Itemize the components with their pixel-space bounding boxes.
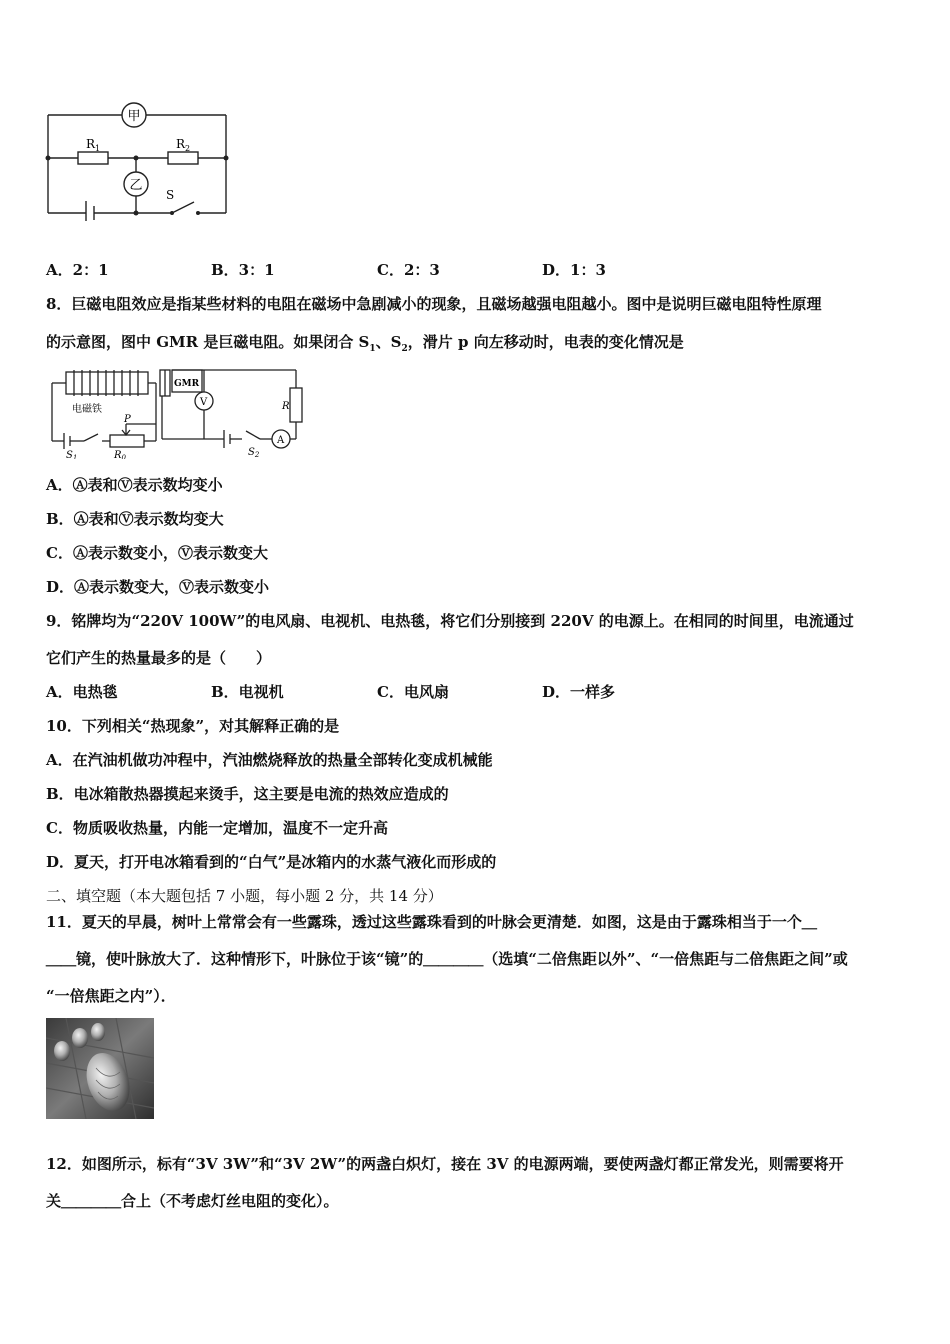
switch-s-label: S [166,188,175,202]
q9-option-c[interactable]: C．电风扇 [377,683,449,701]
q8-stem-line2: 的示意图，图中 GMR 是巨磁电阻。如果闭合 $S_1$、$S_2$，滑片 p 向左移动时，电表的变化情况是 [46,333,684,354]
q12-stem-line1: 12．如图所示，标有“3V 3W”和“3V 2W”的两盏白炽灯，接在 3V 的电源两端，要使两盏灯都正常发光，则需要将开 [46,1155,844,1173]
r0-label: $R_0$ [114,450,126,459]
voltmeter-symbol: V [200,397,208,408]
electromagnet-label: 电磁铁 [72,404,102,415]
q8-stem-line1: 8．巨磁电阻效应是指某些材料的电阻在磁场中急剧减小的现象，且磁场越强电阻越小。图中是说明巨磁电阻特性原理 [46,295,822,313]
r1-label: $R_1$ [86,137,101,153]
q8-option-a[interactable]: A．Ⓐ表和Ⓥ表示数均变小 [46,476,223,494]
q9-stem-line1: 9．铭牌均为“220V 100W”的电风扇、电视机、电热毯，将它们分别接到 220V 的电源上。在相同的时间里，电流通过 [46,612,854,630]
q10-option-b[interactable]: B．电冰箱散热器摸起来烫手，这主要是电流的热效应造成的 [46,785,449,803]
q10-option-a[interactable]: A．在汽油机做功冲程中，汽油燃烧释放的热量全部转化变成机械能 [46,751,493,769]
q9-option-a[interactable]: A．电热毯 [46,683,118,701]
gmr-label: GMR [174,379,200,389]
meter-yi-label: 乙 [129,178,143,193]
circuit-diagram-q7 [40,96,240,221]
section-heading-fill-in: 二、填空题（本大题包括 7 小题，每小题 2 分，共 14 分） [46,887,443,905]
q11-stem-line1: 11．夏天的早晨，树叶上常常会有一些露珠，透过这些露珠看到的叶脉会更清楚．如图，这是由于露珠相当于一个＿ [46,913,817,931]
q9-option-d[interactable]: D．一样多 [542,683,616,701]
q9-option-b[interactable]: B．电视机 [211,683,284,701]
q7-option-a[interactable]: A．2：1 [46,261,109,279]
gmr-circuit-diagram-q8 [44,364,312,459]
dew-drop-leaf-photo [46,1018,154,1119]
s1-label: $S_1$ [66,450,78,459]
q10-option-d[interactable]: D．夏天，打开电冰箱看到的“白气”是冰箱内的水蒸气液化而形成的 [46,853,497,871]
s2-label: $S_2$ [248,447,260,459]
ammeter-symbol: A [277,435,285,446]
q7-option-b[interactable]: B．3：1 [211,261,275,279]
q10-option-c[interactable]: C．物质吸收热量，内能一定增加，温度不一定升高 [46,819,388,837]
q11-stem-line2: ＿＿镜，使叶脉放大了．这种情形下，叶脉位于该“镜”的＿＿＿＿（选填“二倍焦距以外”、“一倍焦距与二倍焦距之间”或 [46,950,848,968]
q8-option-c[interactable]: C．Ⓐ表示数变小，Ⓥ表示数变大 [46,544,268,562]
q7-option-d[interactable]: D．1：3 [542,261,606,279]
q8-option-b[interactable]: B．Ⓐ表和Ⓥ表示数均变大 [46,510,224,528]
slider-p-label: P [124,414,131,425]
q11-stem-line3: “一倍焦距之内”）． [46,987,176,1005]
meter-jia-label: 甲 [127,109,141,124]
q12-stem-line2: 关＿＿＿＿合上（不考虑灯丝电阻的变化）。 [46,1192,339,1210]
r2-label: $R_2$ [176,137,191,153]
q9-stem-line2: 它们产生的热量最多的是（ ） [46,649,272,667]
q8-option-d[interactable]: D．Ⓐ表示数变大，Ⓥ表示数变小 [46,578,270,596]
resistor-r-label: R [282,401,290,412]
q7-option-c[interactable]: C．2：3 [377,261,440,279]
q10-stem: 10．下列相关“热现象”，对其解释正确的是 [46,717,340,735]
